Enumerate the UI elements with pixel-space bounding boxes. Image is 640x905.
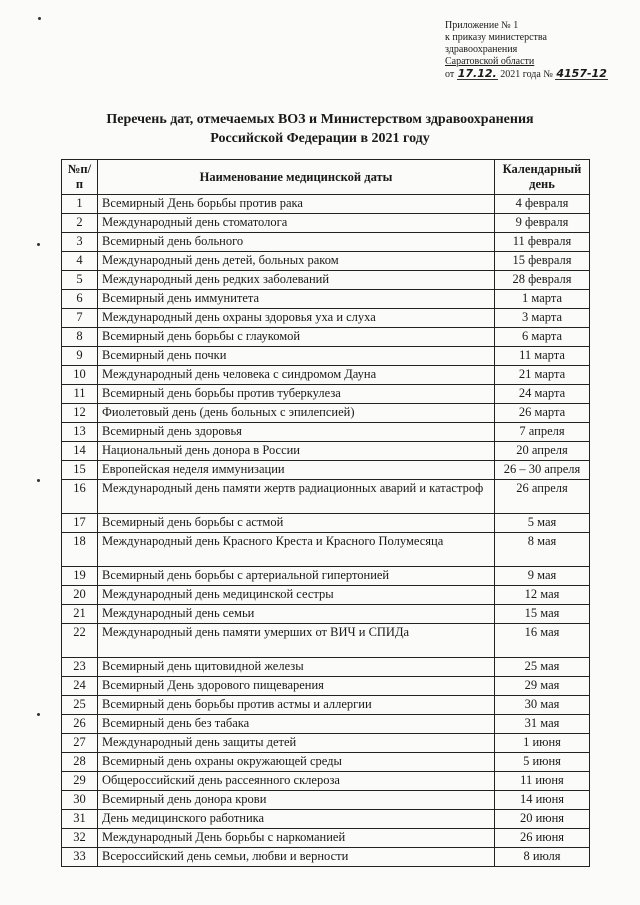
- table-row: [62, 442, 590, 461]
- row-date: 26 июня: [495, 829, 590, 848]
- table-row: [62, 461, 590, 480]
- row-name: Всемирный день здоровья: [98, 423, 495, 442]
- row-name: Всемирный день больного: [98, 233, 495, 252]
- row-number: 24: [62, 677, 98, 696]
- row-date: 30 мая: [495, 696, 590, 715]
- row-name: Международный день стоматолога: [98, 214, 495, 233]
- appendix-date-line: [445, 68, 625, 81]
- row-number: 11: [62, 385, 98, 404]
- row-number: 26: [62, 715, 98, 734]
- row-number: 10: [62, 366, 98, 385]
- row-number: 18: [62, 533, 98, 567]
- table-row: [62, 328, 590, 347]
- table-row: [62, 233, 590, 252]
- row-date: 5 мая: [495, 514, 590, 533]
- row-name: Международный день защиты детей: [98, 734, 495, 753]
- title-line: Перечень дат, отмечаемых ВОЗ и Министерством здравоохранения: [106, 112, 534, 127]
- row-date: 12 мая: [495, 586, 590, 605]
- scan-speck: [37, 479, 40, 482]
- row-name: Всемирный день борьбы против астмы и аллергии: [98, 696, 495, 715]
- row-name: Международный день охраны здоровья уха и слуха: [98, 309, 495, 328]
- row-name: Всероссийский день семьи, любви и верности: [98, 848, 495, 867]
- table-row: [62, 829, 590, 848]
- appendix-line: Саратовской области: [445, 56, 535, 67]
- table-row: [62, 514, 590, 533]
- row-name: Всемирный день борьбы с глаукомой: [98, 328, 495, 347]
- row-number: 21: [62, 605, 98, 624]
- table-row: [62, 753, 590, 772]
- row-number: 29: [62, 772, 98, 791]
- row-date: 11 июня: [495, 772, 590, 791]
- table-row: [62, 347, 590, 366]
- row-name: Всемирный день почки: [98, 347, 495, 366]
- row-number: 30: [62, 791, 98, 810]
- row-date: 28 февраля: [495, 271, 590, 290]
- row-number: 17: [62, 514, 98, 533]
- appendix-line: к приказу министерства: [445, 32, 547, 43]
- row-name: Всемирный день охраны окружающей среды: [98, 753, 495, 772]
- row-name: Международный день человека с синдромом Дауна: [98, 366, 495, 385]
- row-date: 29 мая: [495, 677, 590, 696]
- row-number: 1: [62, 195, 98, 214]
- row-name: Всемирный день иммунитета: [98, 290, 495, 309]
- table-row: [62, 385, 590, 404]
- row-number: 28: [62, 753, 98, 772]
- table-row: [62, 309, 590, 328]
- row-number: 14: [62, 442, 98, 461]
- row-name: Всемирный день борьбы против туберкулеза: [98, 385, 495, 404]
- row-number: 19: [62, 567, 98, 586]
- row-date: 25 мая: [495, 658, 590, 677]
- dates-table: [61, 159, 590, 867]
- row-number: 12: [62, 404, 98, 423]
- row-name: Всемирный День борьбы против рака: [98, 195, 495, 214]
- table-row: [62, 290, 590, 309]
- table-row: [62, 404, 590, 423]
- page-title: [60, 110, 580, 148]
- table-row: [62, 195, 590, 214]
- row-name: Международный день семьи: [98, 605, 495, 624]
- row-date: 8 мая: [495, 533, 590, 567]
- row-number: 23: [62, 658, 98, 677]
- row-name: Всемирный День здорового пищеварения: [98, 677, 495, 696]
- row-number: 20: [62, 586, 98, 605]
- table-row: [62, 810, 590, 829]
- row-number: 9: [62, 347, 98, 366]
- row-date: 26 апреля: [495, 480, 590, 514]
- row-number: 13: [62, 423, 98, 442]
- row-date: 26 – 30 апреля: [495, 461, 590, 480]
- row-name: Всемирный день донора крови: [98, 791, 495, 810]
- row-number: 32: [62, 829, 98, 848]
- row-date: 7 апреля: [495, 423, 590, 442]
- row-date: 26 марта: [495, 404, 590, 423]
- row-number: 4: [62, 252, 98, 271]
- table-row: [62, 734, 590, 753]
- table-row: [62, 214, 590, 233]
- table-row: [62, 252, 590, 271]
- row-date: 15 февраля: [495, 252, 590, 271]
- table-row: [62, 586, 590, 605]
- row-date: 9 мая: [495, 567, 590, 586]
- scan-speck: [37, 243, 40, 246]
- row-date: 11 марта: [495, 347, 590, 366]
- table-row: [62, 848, 590, 867]
- table-row: [62, 605, 590, 624]
- table-row: [62, 271, 590, 290]
- row-date: 8 июля: [495, 848, 590, 867]
- row-date: 15 мая: [495, 605, 590, 624]
- table-header-row: [62, 160, 590, 195]
- row-name: Международный День борьбы с наркоманией: [98, 829, 495, 848]
- row-name: Всемирный день борьбы с артериальной гипертонией: [98, 567, 495, 586]
- row-number: 31: [62, 810, 98, 829]
- row-date: 11 февраля: [495, 233, 590, 252]
- table-row: [62, 423, 590, 442]
- scan-speck: [37, 713, 40, 716]
- row-number: 3: [62, 233, 98, 252]
- row-name: Всемирный день щитовидной железы: [98, 658, 495, 677]
- table-row: [62, 533, 590, 567]
- row-number: 2: [62, 214, 98, 233]
- row-name: День медицинского работника: [98, 810, 495, 829]
- row-name: Всемирный день без табака: [98, 715, 495, 734]
- row-number: 16: [62, 480, 98, 514]
- row-name: Общероссийский день рассеянного склероза: [98, 772, 495, 791]
- row-number: 33: [62, 848, 98, 867]
- date-prefix: от: [445, 69, 455, 80]
- title-line: Российской Федерации в 2021 году: [210, 131, 430, 146]
- table-row: [62, 696, 590, 715]
- row-number: 7: [62, 309, 98, 328]
- row-name: Европейская неделя иммунизации: [98, 461, 495, 480]
- table-row: [62, 480, 590, 514]
- handwritten-date: 17.12.: [457, 67, 497, 80]
- table-row: [62, 715, 590, 734]
- appendix-line: здравоохранения: [445, 44, 518, 55]
- row-date: 3 марта: [495, 309, 590, 328]
- row-date: 20 апреля: [495, 442, 590, 461]
- row-date: 20 июня: [495, 810, 590, 829]
- row-date: 6 марта: [495, 328, 590, 347]
- appendix-line: Приложение № 1: [445, 20, 519, 31]
- row-number: 22: [62, 624, 98, 658]
- table-row: [62, 567, 590, 586]
- row-number: 15: [62, 461, 98, 480]
- header-number: №п/п: [62, 160, 98, 195]
- row-name: Всемирный день борьбы с астмой: [98, 514, 495, 533]
- scan-speck: [38, 17, 41, 20]
- row-date: 4 февраля: [495, 195, 590, 214]
- row-date: 1 июня: [495, 734, 590, 753]
- row-date: 5 июня: [495, 753, 590, 772]
- row-name: Международный день Красного Креста и Красного Полумесяца: [98, 533, 495, 567]
- date-year: 2021 года №: [500, 69, 553, 80]
- row-date: 31 мая: [495, 715, 590, 734]
- table-row: [62, 772, 590, 791]
- header-day: Календарный день: [495, 160, 590, 195]
- row-number: 8: [62, 328, 98, 347]
- row-name: Международный день редких заболеваний: [98, 271, 495, 290]
- table-row: [62, 658, 590, 677]
- row-name: Международный день памяти жертв радиационных аварий и катастроф: [98, 480, 495, 514]
- row-name: Фиолетовый день (день больных с эпилепсией): [98, 404, 495, 423]
- table-row: [62, 366, 590, 385]
- row-name: Национальный день донора в России: [98, 442, 495, 461]
- header-name: Наименование медицинской даты: [98, 160, 495, 195]
- table-row: [62, 677, 590, 696]
- row-date: 24 марта: [495, 385, 590, 404]
- row-date: 21 марта: [495, 366, 590, 385]
- row-number: 6: [62, 290, 98, 309]
- row-date: 1 марта: [495, 290, 590, 309]
- appendix-block: [445, 20, 625, 81]
- row-date: 16 мая: [495, 624, 590, 658]
- row-name: Международный день медицинской сестры: [98, 586, 495, 605]
- handwritten-number: 4157-12: [556, 67, 607, 80]
- row-number: 25: [62, 696, 98, 715]
- row-name: Международный день детей, больных раком: [98, 252, 495, 271]
- row-name: Международный день памяти умерших от ВИЧ и СПИДа: [98, 624, 495, 658]
- table-row: [62, 791, 590, 810]
- row-date: 14 июня: [495, 791, 590, 810]
- table-row: [62, 624, 590, 658]
- row-number: 27: [62, 734, 98, 753]
- row-date: 9 февраля: [495, 214, 590, 233]
- row-number: 5: [62, 271, 98, 290]
